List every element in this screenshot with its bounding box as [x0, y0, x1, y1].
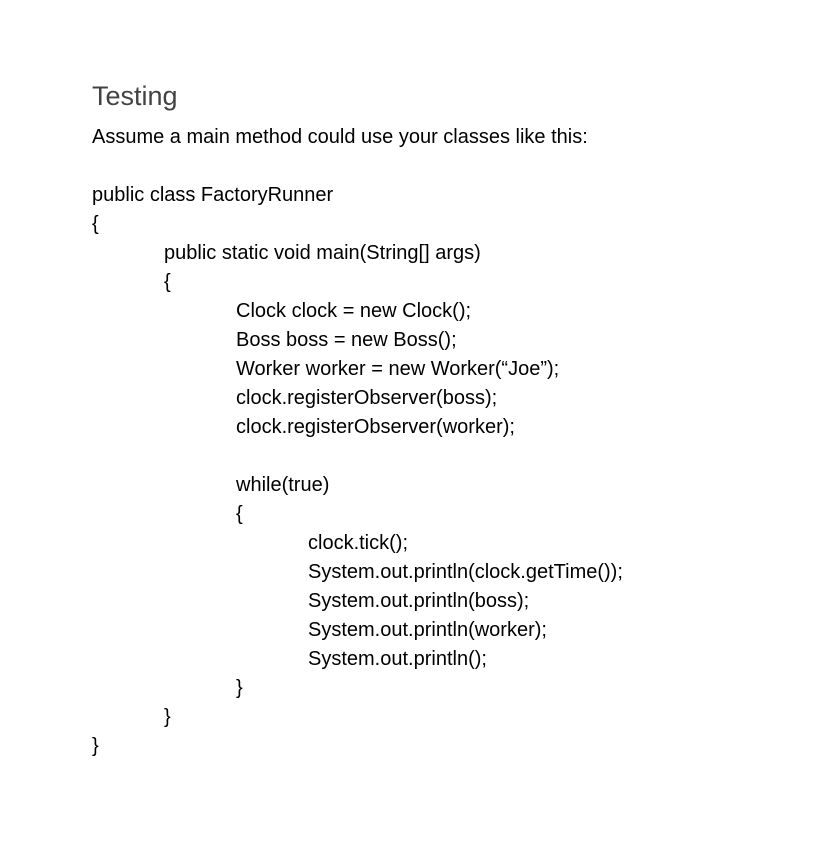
- code-line: clock.tick();: [308, 532, 408, 554]
- intro-paragraph: Assume a main method could use your classes like this:: [92, 126, 588, 148]
- code-line: Clock clock = new Clock();: [236, 300, 472, 322]
- code-line: while(true): [236, 474, 330, 496]
- code-block: [92, 181, 623, 761]
- code-line: }: [164, 706, 171, 728]
- section-heading: Testing: [92, 81, 178, 111]
- code-line: {: [164, 271, 171, 293]
- code-line: {: [236, 503, 243, 525]
- code-line: Worker worker = new Worker(“Joe”);: [236, 358, 560, 380]
- code-line: System.out.println(boss);: [308, 590, 530, 612]
- code-line: clock.registerObserver(boss);: [236, 387, 498, 409]
- code-line: [92, 442, 623, 471]
- code-line: public static void main(String[] args): [164, 242, 481, 264]
- code-line: clock.registerObserver(worker);: [236, 416, 515, 438]
- code-line: System.out.println(clock.getTime());: [308, 561, 623, 583]
- code-line: System.out.println();: [308, 648, 487, 670]
- code-line: }: [236, 677, 243, 699]
- code-line: {: [92, 213, 99, 235]
- code-line: System.out.println(worker);: [308, 619, 547, 641]
- code-line: }: [92, 735, 99, 757]
- code-line: Boss boss = new Boss();: [236, 329, 457, 351]
- code-line: public class FactoryRunner: [92, 184, 334, 206]
